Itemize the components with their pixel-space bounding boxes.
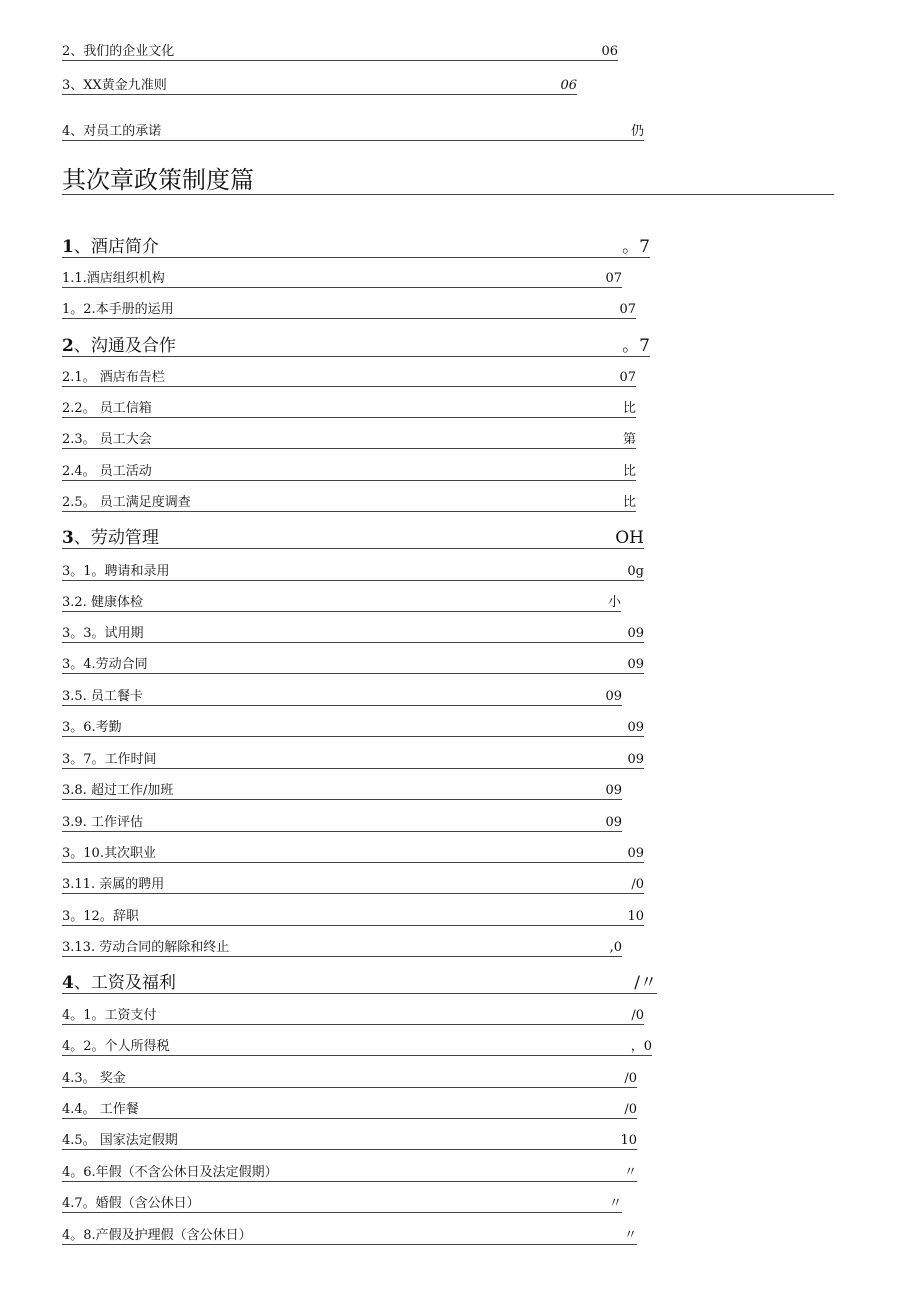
toc-entry-page: 09 (627, 657, 644, 672)
toc-entry[interactable] (62, 464, 636, 481)
toc-entry[interactable] (62, 783, 622, 800)
toc-entry-page: 〃 (608, 1196, 622, 1211)
toc-entry[interactable] (62, 689, 622, 706)
toc-entry-label: 4、对员工的承诺 (62, 124, 162, 139)
toc-entry-page: 09 (605, 689, 622, 704)
toc-entry-page: 09 (605, 815, 622, 830)
toc-entry[interactable] (62, 370, 636, 387)
toc-section-heading[interactable] (62, 336, 650, 357)
toc-entry[interactable] (62, 78, 577, 95)
toc-entry-page: /0 (624, 1102, 637, 1117)
toc-entry-label: 4。6.年假（不含公休日及法定假期） (62, 1165, 278, 1180)
toc-entry-label: 3.5. 员工餐卡 (62, 689, 143, 704)
toc-entry-label: 2.4。 员工活动 (62, 464, 152, 479)
toc-entry-label: 4.3。 奖金 (62, 1071, 126, 1086)
toc-entry-page: 比 (622, 401, 636, 416)
section-title: 、劳动管理 (73, 528, 159, 548)
toc-entry-page: ，0 (630, 1039, 652, 1054)
toc-entry-label: 2.2。 员工信箱 (62, 401, 152, 416)
toc-entry-label: 4。1。工资支付 (62, 1008, 157, 1023)
section-number: 1 (62, 237, 74, 257)
toc-section-heading[interactable] (62, 237, 650, 258)
toc-entry-label: 2、我们的企业文化 (62, 44, 175, 59)
toc-entry[interactable] (62, 401, 636, 418)
toc-entry-label: 3.8. 超过工作/加班 (62, 783, 174, 798)
toc-entry-page: OH (615, 528, 644, 548)
toc-entry-label: 3。4.劳动合同 (62, 657, 148, 672)
toc-entry-page: 07 (619, 370, 636, 385)
toc-entry-page: /〃 (634, 973, 657, 993)
toc-entry-page: 09 (627, 626, 644, 641)
toc-entry-page: 09 (605, 783, 622, 798)
toc-entry-page: /0 (631, 877, 644, 892)
toc-entry-label: 4.7。婚假（含公休日） (62, 1196, 200, 1211)
toc-entry-page: 第 (622, 432, 636, 447)
toc-entry-page: 比 (622, 495, 636, 510)
toc-entry-label: 3。12。辞职 (62, 909, 139, 924)
toc-entry-label: 2.3。 员工大会 (62, 432, 152, 447)
toc-entry-label: 3.9. 工作评估 (62, 815, 143, 830)
section-title: 、酒店简介 (73, 237, 159, 257)
section-number: 4 (62, 973, 74, 993)
toc-entry-label: 3。7。工作时间 (62, 752, 157, 767)
toc-entry-label: 3。3。试用期 (62, 626, 144, 641)
toc-entry[interactable] (62, 124, 644, 141)
toc-entry-page: 10 (620, 1133, 637, 1148)
section-title: 、沟通及合作 (73, 336, 176, 356)
toc-entry-label: 4.5。 国家法定假期 (62, 1133, 178, 1148)
toc-entry-label: 3.11. 亲属的聘用 (62, 877, 165, 892)
toc-entry[interactable] (62, 1196, 622, 1213)
toc-entry[interactable] (62, 1071, 637, 1088)
toc-entry-label: 3.13. 劳动合同的解除和终止 (62, 940, 230, 955)
section-number: 3 (62, 528, 74, 548)
toc-entry[interactable] (62, 432, 636, 449)
toc-entry-page: 。7 (622, 237, 650, 257)
toc-entry[interactable] (62, 752, 644, 769)
chapter-title: 其次章政策制度篇 (62, 166, 834, 195)
toc-entry-label: 3。6.考勤 (62, 720, 122, 735)
toc-entry[interactable] (62, 1228, 637, 1245)
toc-entry-page: 06 (560, 78, 577, 93)
toc-entry[interactable] (62, 815, 622, 832)
toc-entry[interactable] (62, 271, 622, 288)
toc-entry-page: 〃 (623, 1228, 637, 1243)
section-number: 2 (62, 336, 74, 356)
toc-entry[interactable] (62, 1008, 644, 1025)
toc-entry[interactable] (62, 877, 644, 894)
toc-entry-page: 06 (601, 44, 618, 59)
toc-entry-page: /0 (631, 1008, 644, 1023)
toc-entry-page: 10 (627, 909, 644, 924)
toc-entry-page: 。7 (622, 336, 650, 356)
toc-entry[interactable] (62, 720, 644, 737)
toc-entry-label: 2.1。 酒店布告栏 (62, 370, 165, 385)
toc-entry[interactable] (62, 1133, 637, 1150)
toc-entry-label: 4.4。 工作餐 (62, 1102, 139, 1117)
toc-entry[interactable] (62, 626, 644, 643)
toc-entry[interactable] (62, 495, 636, 512)
toc-entry-label: 3。10.其次职业 (62, 846, 156, 861)
toc-entry-page: 09 (627, 846, 644, 861)
toc-entry-label: 4。2。个人所得税 (62, 1039, 170, 1054)
toc-entry-page: 0g (627, 564, 644, 579)
section-title: 、工资及福利 (73, 973, 176, 993)
toc-entry[interactable] (62, 595, 621, 612)
toc-entry-page: 09 (627, 720, 644, 735)
toc-entry[interactable] (62, 44, 618, 61)
toc-entry-label: 3。1。聘请和录用 (62, 564, 170, 579)
toc-entry-label: 3.2. 健康体检 (62, 595, 143, 610)
toc-entry-label: 3、XX黄金九准则 (62, 78, 167, 93)
toc-entry[interactable] (62, 846, 644, 863)
toc-entry[interactable] (62, 1102, 637, 1119)
toc-entry[interactable] (62, 940, 622, 957)
toc-entry-page: 09 (627, 752, 644, 767)
toc-entry-page: 比 (622, 464, 636, 479)
toc-entry-page: 〃 (623, 1165, 637, 1180)
toc-entry-label: 1.1.酒店组织机构 (62, 271, 165, 286)
toc-entry[interactable] (62, 1165, 637, 1182)
toc-entry-page: 07 (605, 271, 622, 286)
toc-entry[interactable] (62, 564, 644, 581)
toc-entry[interactable] (62, 302, 636, 319)
toc-entry-page: /0 (624, 1071, 637, 1086)
toc-entry-label: 4。8.产假及护理假（含公休日） (62, 1228, 252, 1243)
toc-entry-label: 1。2.本手册的运用 (62, 302, 174, 317)
toc-entry[interactable] (62, 657, 644, 674)
toc-entry[interactable] (62, 1039, 652, 1056)
toc-entry-page: ,0 (609, 940, 622, 955)
toc-entry[interactable] (62, 909, 644, 926)
toc-entry-label: 2.5。 员工满足度调查 (62, 495, 191, 510)
toc-entry-page: 仍 (630, 124, 644, 139)
toc-section-heading[interactable] (62, 528, 644, 549)
toc-entry-page: 07 (619, 302, 636, 317)
toc-section-heading[interactable] (62, 973, 657, 994)
toc-entry-page: 小 (607, 595, 621, 610)
